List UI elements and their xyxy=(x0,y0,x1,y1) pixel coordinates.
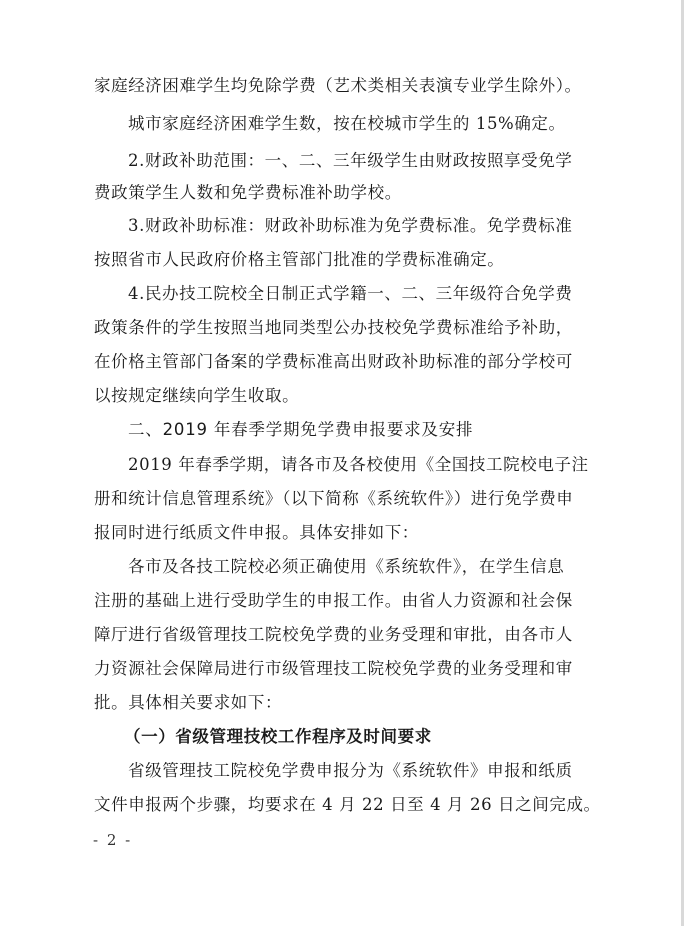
paragraph-line: 城市家庭经济困难学生数，按在校城市学生的 15%确定。 xyxy=(128,114,566,133)
paragraph-line: 费政策学生人数和免学费标准补助学校。 xyxy=(94,183,402,202)
paragraph-line: 按照省市人民政府价格主管部门批准的学费标准确定。 xyxy=(94,250,505,269)
paragraph-line: 册和统计信息管理系统》（以下简称《系统软件》）进行免学费申 xyxy=(94,489,574,508)
paragraph-line: 以按规定继续向学生收取。 xyxy=(94,386,300,405)
paragraph-line: 批。具体相关要求如下： xyxy=(94,693,283,712)
paragraph-line: 障厅进行省级管理技工院校免学费的业务受理和审批，由各市人 xyxy=(94,625,573,644)
page-number: - 2 - xyxy=(93,831,133,849)
paragraph-line: 2019 年春季学期，请各市及各校使用《全国技工院校电子注 xyxy=(128,455,589,474)
section-heading: 二、2019 年春季学期免学费申报要求及安排 xyxy=(128,420,474,439)
paragraph-line: 文件申报两个步骤，均要求在 4 月 22 日至 4 月 26 日之间完成。 xyxy=(94,795,601,814)
paragraph-line: 4.民办技工院校全日制正式学籍一、二、三年级符合免学费 xyxy=(128,284,573,303)
paragraph-line: 注册的基础上进行受助学生的申报工作。由省人力资源和社会保 xyxy=(94,591,573,610)
paragraph-line: 政策条件的学生按照当地同类型公办技校免学费标准给予补助， xyxy=(94,318,573,337)
paragraph-line: 省级管理技工院校免学费申报分为《系统软件》申报和纸质 xyxy=(128,761,573,780)
paragraph-line: 在价格主管部门备案的学费标准高出财政补助标准的部分学校可 xyxy=(94,352,573,371)
subsection-heading: （一）省级管理技校工作程序及时间要求 xyxy=(124,727,432,746)
paragraph-line: 3.财政补助标准：财政补助标准为免学费标准。免学费标准 xyxy=(128,216,573,235)
paragraph-line: 2.财政补助范围：一、二、三年级学生由财政按照享受免学 xyxy=(128,151,573,170)
paragraph-line: 家庭经济困难学生均免除学费（艺术类相关表演专业学生除外）。 xyxy=(94,76,582,95)
paragraph-line: 报同时进行纸质文件申报。具体安排如下： xyxy=(94,523,419,542)
paragraph-line: 力资源社会保障局进行市级管理技工院校免学费的业务受理和审 xyxy=(94,659,573,678)
paragraph-line: 各市及各技工院校必须正确使用《系统软件》，在学生信息 xyxy=(128,557,565,576)
